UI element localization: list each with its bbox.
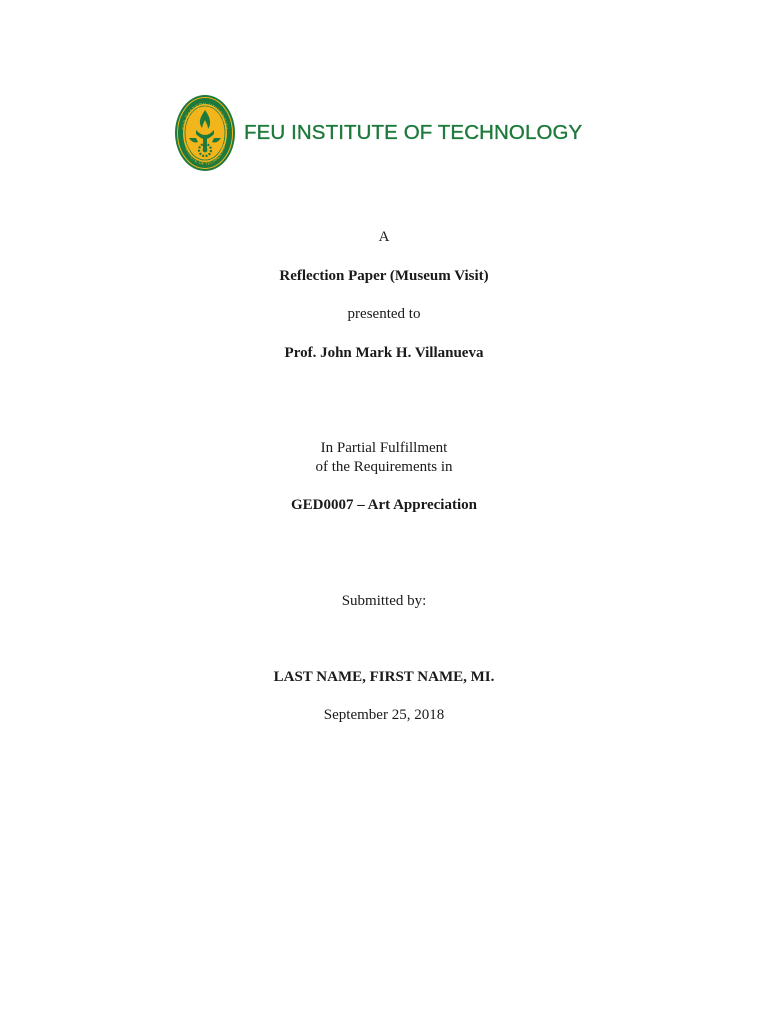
institution-header bbox=[174, 94, 582, 172]
student-name: LAST NAME, FIRST NAME, MI. bbox=[273, 669, 495, 685]
fulfillment-line-1: In Partial Fulfillment bbox=[320, 440, 448, 456]
submitted-by-label: Submitted by: bbox=[341, 593, 427, 609]
fulfillment-line-2: of the Requirements in bbox=[315, 459, 453, 475]
svg-text:FAR EASTERN UNIVERSITY: FAR EASTERN UNIVERSITY bbox=[181, 101, 229, 131]
course-name: GED0007 – Art Appreciation bbox=[291, 497, 477, 513]
institution-name: FEU INSTITUTE OF TECHNOLOGY bbox=[244, 121, 583, 144]
paper-title: Reflection Paper (Museum Visit) bbox=[279, 268, 489, 284]
presented-to-label: presented to bbox=[347, 306, 421, 322]
svg-text:INSTITUTE OF TECHNOLOGY: INSTITUTE OF TECHNOLOGY bbox=[183, 142, 227, 167]
professor-name: Prof. John Mark H. Villanueva bbox=[284, 345, 484, 361]
feu-tech-seal-icon bbox=[174, 94, 236, 172]
cover-article: A bbox=[378, 229, 390, 245]
submission-date: September 25, 2018 bbox=[323, 707, 445, 723]
